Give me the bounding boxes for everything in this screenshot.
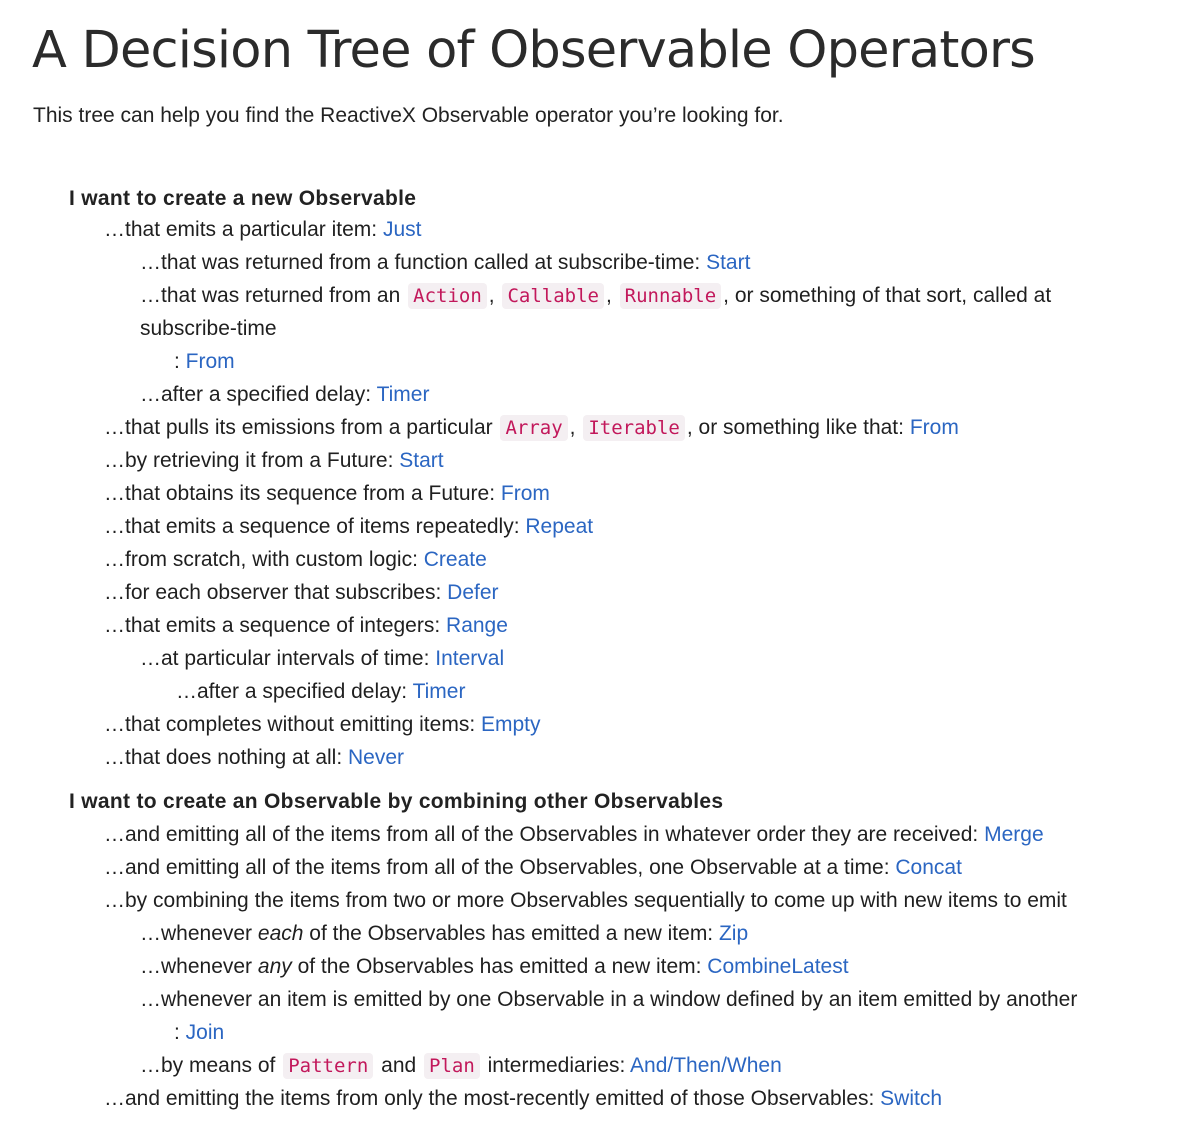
tree-item [104, 741, 404, 774]
item-text: , [605, 284, 612, 307]
tree-item [104, 213, 421, 246]
section-heading-combine: I want to create an Observable by combining other Observables [69, 790, 724, 813]
item-text: …that does nothing at all: [104, 746, 348, 769]
item-text: of the Observables has emitted a new item: [291, 955, 708, 978]
operator-link-concat[interactable]: Concat [895, 856, 962, 879]
item-text: subscribe-time [140, 317, 277, 340]
item-text: , or something of that sort, called at [723, 284, 1052, 307]
operator-link-join[interactable]: Join [185, 1021, 225, 1044]
operator-link-range[interactable]: Range [446, 614, 508, 637]
tree-item-continuation [174, 1016, 224, 1049]
tree-item [104, 884, 1067, 917]
operator-link-start[interactable]: Start [706, 251, 751, 274]
item-text: intermediaries: [481, 1054, 631, 1077]
item-text: …after a specified delay: [140, 383, 377, 406]
tree-item [104, 708, 541, 741]
item-text: , [488, 284, 495, 307]
item-text: …at particular intervals of time: [140, 647, 436, 670]
intro-text: This tree can help you find the ReactiveX Observable operator you’re looking for. [33, 104, 784, 127]
item-text: …that emits a particular item: [104, 218, 383, 241]
operator-link-create[interactable]: Create [423, 548, 487, 571]
item-text: …from scratch, with custom logic: [104, 548, 424, 571]
tree-item [140, 279, 1051, 312]
tree-item-continuation [174, 345, 235, 378]
tree-item [176, 675, 465, 708]
item-text: …and emitting all of the items from all of the Observables, one Observable at a time: [104, 856, 896, 879]
operator-link-never[interactable]: Never [348, 746, 405, 769]
item-text: …after a specified delay: [176, 680, 413, 703]
tree-item [140, 642, 504, 675]
emphasis-each: each [257, 922, 304, 945]
item-text: …and emitting all of the items from all of the Observables in whatever order they are received: [104, 823, 985, 846]
item-text: …and emitting the items from only the most-recently emitted of those Observables: [104, 1087, 881, 1110]
operator-link-and-then-when[interactable]: And/Then/When [630, 1054, 782, 1077]
operator-link-start[interactable]: Start [399, 449, 444, 472]
item-text: …by combining the items from two or more Observables sequentially to come up with new items to emit [104, 889, 1067, 912]
item-text: …for each observer that subscribes: [104, 581, 448, 604]
item-text: …that emits a sequence of items repeatedly: [104, 515, 526, 538]
tree-item [104, 1082, 942, 1115]
item-text: of the Observables has emitted a new item: [303, 922, 719, 945]
item-text: …that obtains its sequence from a Future: [104, 482, 501, 505]
tree-item [104, 510, 593, 543]
tree-item [104, 477, 550, 510]
item-text: …that completes without emitting items: [104, 713, 481, 736]
item-text: …that pulls its emissions from a particular [104, 416, 499, 439]
operator-link-from[interactable]: From [500, 482, 550, 505]
item-text: and [375, 1054, 423, 1077]
section-heading-create: I want to create a new Observable [69, 187, 417, 210]
tree-item [104, 576, 499, 609]
item-text: …by retrieving it from a Future: [104, 449, 400, 472]
item-text: …that was returned from a function called at subscribe-time: [140, 251, 707, 274]
operator-link-from[interactable]: From [909, 416, 959, 439]
tree-item [140, 1049, 782, 1082]
tree-item [104, 543, 487, 576]
operator-link-defer[interactable]: Defer [447, 581, 499, 604]
tree-item [104, 851, 962, 884]
item-text: …whenever [140, 955, 258, 978]
code-action: Action [408, 283, 487, 309]
tree-item [140, 983, 1077, 1016]
operator-link-combinelatest[interactable]: CombineLatest [707, 955, 849, 978]
tree-item-continuation [140, 312, 277, 345]
item-text: …that was returned from an [140, 284, 407, 307]
tree-item [104, 609, 508, 642]
operator-link-repeat[interactable]: Repeat [525, 515, 594, 538]
tree-item [140, 950, 849, 983]
code-pattern: Pattern [283, 1053, 373, 1079]
item-text: : [174, 1021, 186, 1044]
code-iterable: Iterable [583, 415, 685, 441]
item-text: …whenever an item is emitted by one Observable in a window defined by an item emitted by another [140, 988, 1078, 1011]
tree-item [140, 378, 429, 411]
item-text: , or something like that: [686, 416, 910, 439]
tree-item [104, 411, 959, 444]
code-runnable: Runnable [620, 283, 722, 309]
operator-link-timer[interactable]: Timer [376, 383, 430, 406]
operator-link-timer[interactable]: Timer [412, 680, 466, 703]
operator-link-interval[interactable]: Interval [435, 647, 505, 670]
item-text: …by means of [140, 1054, 282, 1077]
tree-item [140, 246, 750, 279]
item-text: , [569, 416, 576, 439]
code-array: Array [500, 415, 567, 441]
operator-link-from[interactable]: From [185, 350, 235, 373]
item-text: …that emits a sequence of integers: [104, 614, 447, 637]
item-text: …whenever [140, 922, 258, 945]
operator-link-zip[interactable]: Zip [718, 922, 749, 945]
operator-link-merge[interactable]: Merge [984, 823, 1044, 846]
tree-item [104, 444, 444, 477]
operator-link-just[interactable]: Just [382, 218, 422, 241]
tree-item [140, 917, 748, 950]
operator-link-switch[interactable]: Switch [880, 1087, 943, 1110]
page-title: A Decision Tree of Observable Operators [32, 21, 1035, 80]
emphasis-any: any [257, 955, 292, 978]
tree-item [104, 818, 1044, 851]
code-callable: Callable [502, 283, 604, 309]
operator-link-empty[interactable]: Empty [481, 713, 541, 736]
code-plan: Plan [424, 1053, 480, 1079]
item-text: : [174, 350, 186, 373]
